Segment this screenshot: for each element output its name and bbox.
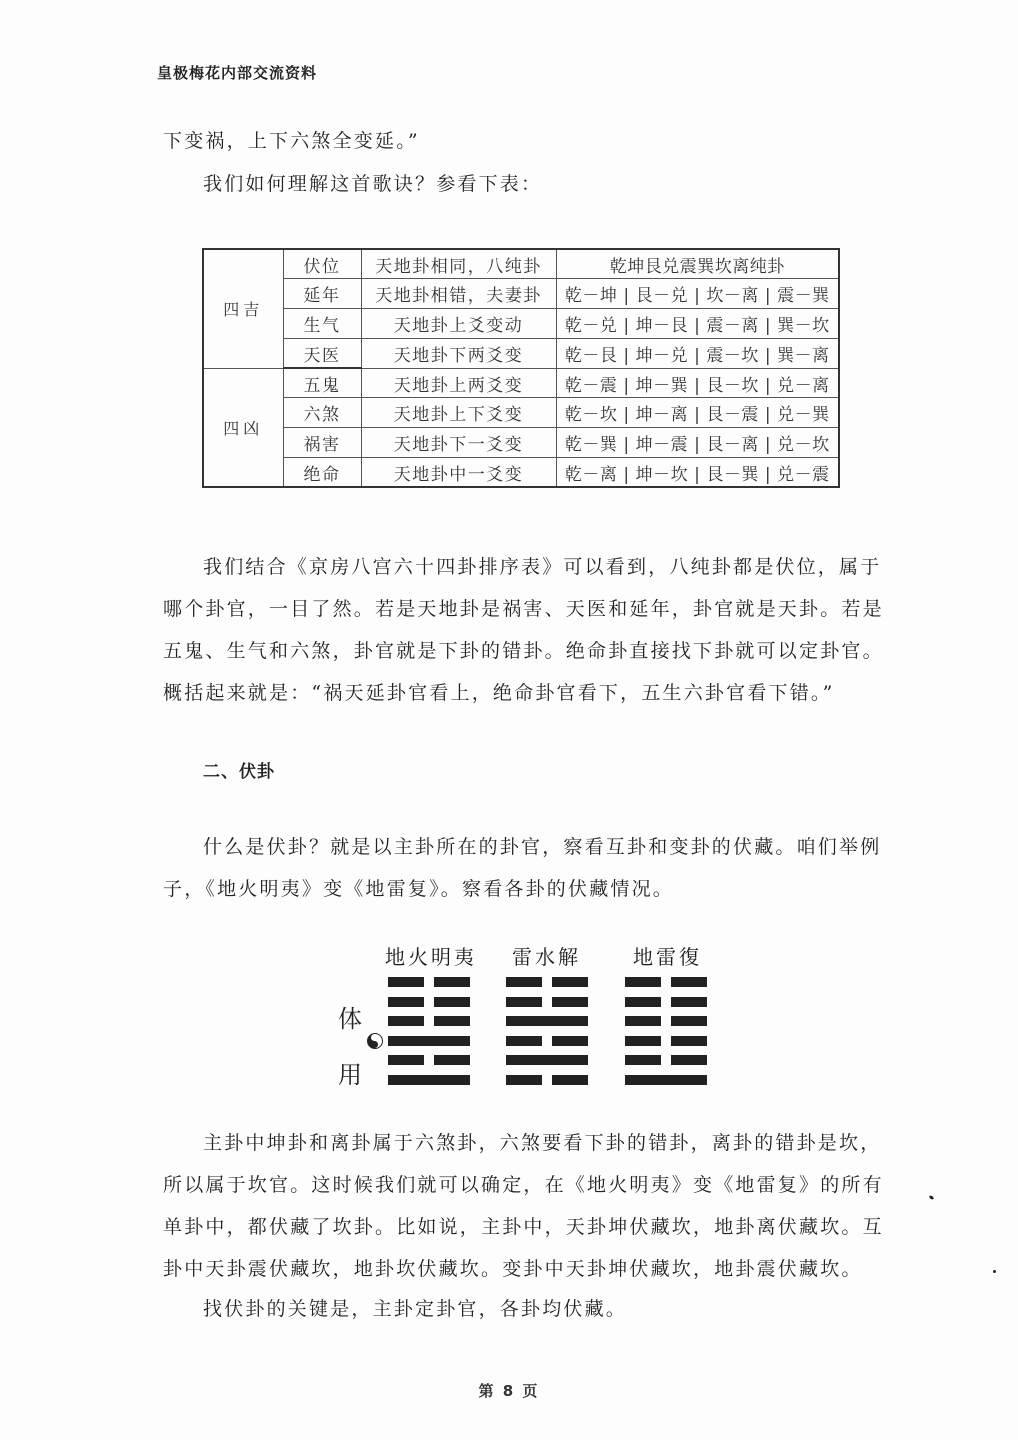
pair-separator: | (623, 435, 630, 456)
trigram-pairs (556, 368, 839, 398)
pair-separator: | (623, 315, 630, 336)
trigram-pair: 艮－兑 (635, 286, 689, 307)
star-name: 祸害 (283, 428, 361, 458)
trigram-pair: 坤－离 (635, 405, 689, 426)
broken-line (388, 1055, 470, 1065)
hexagram-label: 雷水解 (512, 945, 581, 969)
trigram-pair: 兑－震 (777, 464, 830, 485)
broken-line (388, 1016, 470, 1026)
star-name: 延年 (283, 279, 361, 309)
table-row (203, 338, 839, 368)
paragraph-key-point: 找伏卦的关键是，主卦定卦官，各卦均伏藏。 (203, 1298, 628, 1320)
trigram-pair: 艮－巽 (706, 464, 759, 485)
trigram-pair: 坤－巽 (635, 375, 689, 396)
trigram-pair: 乾－兑 (564, 315, 618, 336)
solid-line (625, 1075, 707, 1085)
broken-line (506, 1036, 588, 1046)
trigram-pair: 震－坎 (706, 345, 759, 366)
trigram-pair: 兑－巽 (777, 405, 830, 426)
rule-description: 天地卦相错，夫妻卦 (361, 279, 556, 309)
trigram-pair: 乾－离 (564, 464, 618, 485)
hexagram-mingyi (388, 977, 470, 1095)
pair-separator: | (764, 435, 772, 456)
pair-separator: | (764, 286, 772, 307)
scan-speck (929, 1195, 935, 1200)
pair-separator: | (694, 464, 701, 485)
trigram-pair: 坤－坎 (635, 464, 689, 485)
rule-description: 天地卦上下爻变 (361, 398, 556, 428)
pair-separator: | (623, 405, 630, 426)
star-name: 伏位 (283, 249, 361, 279)
rule-description: 天地卦上爻变动 (361, 309, 556, 339)
table-row (203, 458, 839, 488)
paragraph-analysis: 主卦中坤卦和离卦属于六煞卦，六煞要看下卦的错卦，离卦的错卦是坎，所以属于坎官。这时候我们就可以确定，在《地火明夷》变《地雷复》的所有单卦中，都伏藏了坎卦。比如说，主卦中，天卦坤伏藏坎，地卦离伏藏坎。互卦中天卦震伏藏坎，地卦坎伏藏坎。变卦中天卦坤伏藏坎，地卦震伏藏坎。 (163, 1132, 884, 1280)
broken-line (625, 1016, 707, 1026)
broken-line (625, 1055, 707, 1065)
pair-separator: | (764, 315, 772, 336)
trigram-pair: 乾－震 (564, 375, 618, 396)
trigram-pair: 坤－震 (635, 435, 689, 456)
trigram-pair: 巽－坎 (777, 315, 830, 336)
solid-line (388, 1075, 470, 1085)
pair-separator: | (764, 464, 772, 485)
trigram-pair: 兑－离 (777, 375, 830, 396)
trigram-pair: 艮－震 (706, 405, 759, 426)
pair-separator: | (694, 435, 701, 456)
paragraph-fugua-intro: 什么是伏卦？就是以主卦所在的卦官，察看互卦和变卦的伏藏。咱们举例子，《地火明夷》变《地雷复》。察看各卦的伏藏情况。 (163, 836, 882, 900)
table-row (203, 279, 839, 309)
paragraph-question: 我们如何理解这首歌诀？参看下表： (203, 173, 543, 195)
pair-separator: | (623, 286, 630, 307)
star-name: 天医 (283, 338, 361, 368)
broken-line (625, 1036, 707, 1046)
pair-separator: | (764, 345, 772, 366)
trigram-pair: 兑－坎 (777, 435, 830, 456)
rule-description: 天地卦上两爻变 (361, 368, 556, 398)
star-name: 六煞 (283, 398, 361, 428)
trigram-pair: 坎－离 (706, 286, 759, 307)
running-header: 皇极梅花内部交流资料 (157, 64, 318, 82)
paragraph-verse-end: 下变祸，上下六煞全变延。” (163, 130, 420, 152)
broken-line (625, 997, 707, 1007)
table-row (203, 309, 839, 339)
scan-speck (993, 1270, 996, 1273)
pair-separator: | (623, 464, 630, 485)
table-row (203, 249, 839, 279)
pair-separator: | (694, 375, 701, 396)
pair-separator: | (623, 345, 630, 366)
trigram-pairs (556, 338, 839, 368)
trigram-pair: 震－离 (706, 315, 759, 336)
rule-description: 天地卦中一爻变 (361, 458, 556, 488)
solid-line (506, 1055, 588, 1065)
group-label: 四凶 (203, 368, 283, 487)
broken-line (625, 977, 707, 987)
trigram-pairs (556, 458, 839, 488)
trigram-pair: 艮－离 (706, 435, 759, 456)
trigram-pair: 艮－坎 (706, 375, 759, 396)
table-row (203, 368, 839, 398)
pair-separator: | (764, 405, 772, 426)
table-row (203, 428, 839, 458)
star-name: 生气 (283, 309, 361, 339)
broken-line (506, 997, 588, 1007)
pair-separator: | (764, 375, 772, 396)
group-label: 四吉 (203, 249, 283, 368)
solid-line (388, 1036, 470, 1046)
section-heading: 二、伏卦 (203, 762, 275, 782)
star-name: 绝命 (283, 458, 361, 488)
pair-separator: | (694, 345, 701, 366)
pair-separator: | (694, 405, 701, 426)
hexagram-jie (506, 977, 588, 1095)
solid-line (506, 1016, 588, 1026)
trigram-pairs (556, 428, 839, 458)
trigram-pair: 坤－艮 (635, 315, 689, 336)
yin-yang-icon (367, 1033, 383, 1049)
hexagram-figure (330, 935, 730, 1095)
trigram-pair: 震－巽 (777, 286, 830, 307)
hexagram-label: 地雷復 (633, 945, 702, 969)
trigram-pair: 巽－离 (777, 345, 830, 366)
hexagram-fu (625, 977, 707, 1095)
broken-line (506, 977, 588, 987)
eight-mansions-table (202, 248, 840, 488)
hexagram-label: 地火明夷 (385, 945, 477, 969)
trigram-pairs (556, 398, 839, 428)
trigram-pairs (556, 279, 839, 309)
page-number: 第 8 页 (478, 1382, 540, 1400)
trigram-pair: 乾－坎 (564, 405, 618, 426)
trigram-pair: 乾坤艮兑震巽坎离纯卦 (609, 256, 785, 277)
trigram-pairs (556, 249, 839, 279)
rule-description: 天地卦下两爻变 (361, 338, 556, 368)
trigram-pair: 乾－艮 (564, 345, 618, 366)
trigram-pairs (556, 309, 839, 339)
star-name: 五鬼 (283, 368, 361, 398)
pair-separator: | (623, 375, 630, 396)
yong-label: 用 (338, 1061, 362, 1089)
trigram-pair: 乾－巽 (564, 435, 618, 456)
table-row (203, 398, 839, 428)
pair-separator: | (694, 286, 701, 307)
trigram-pair: 坤－兑 (635, 345, 689, 366)
rule-description: 天地卦下一爻变 (361, 428, 556, 458)
pair-separator: | (694, 315, 701, 336)
broken-line (388, 977, 470, 987)
ti-label: 体 (338, 1005, 362, 1033)
paragraph-explanation: 我们结合《京房八宫六十四卦排序表》可以看到，八纯卦都是伏位，属于哪个卦官，一目了然。若是天地卦是祸害、天医和延年，卦官就是天卦。若是五鬼、生气和六煞，卦官就是下卦的错卦。绝命卦直接找下卦就可以定卦官。概括起来就是：“祸天延卦官看上，绝命卦官看下，五生六卦官看下错。” (163, 556, 884, 704)
trigram-pair: 乾－坤 (564, 286, 618, 307)
broken-line (506, 1075, 588, 1085)
rule-description: 天地卦相同，八纯卦 (361, 249, 556, 279)
broken-line (388, 997, 470, 1007)
